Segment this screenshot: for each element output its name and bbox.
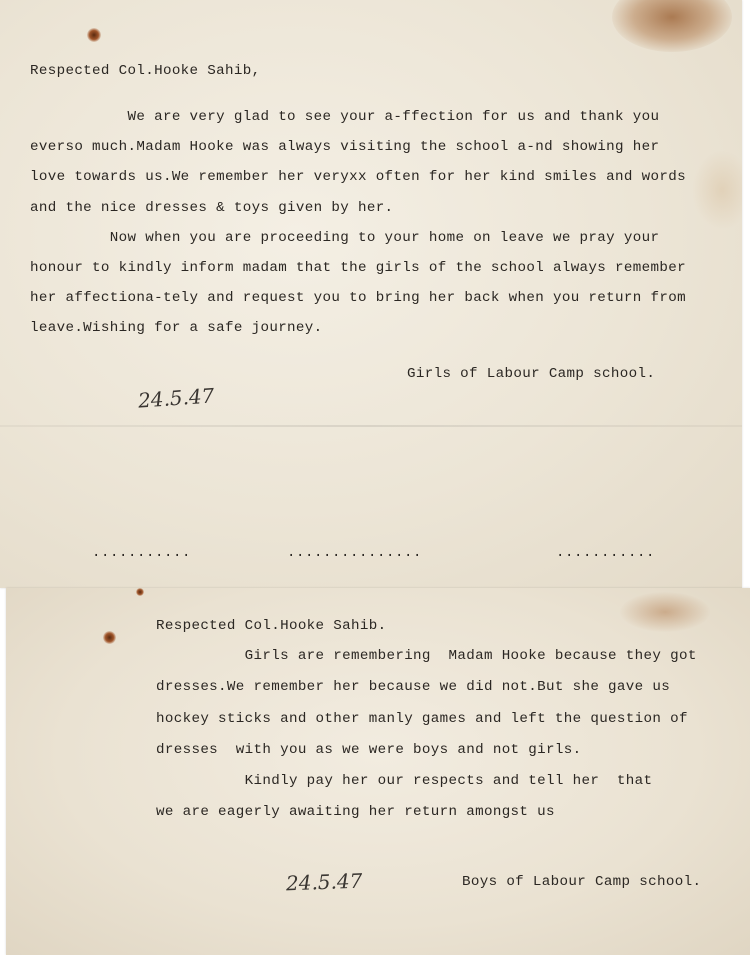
separator-dots: ............... [287,545,423,561]
letter-body: Girls are remembering Madam Hooke because they got dresses.We remember her because we did not.But she gave us hockey sticks and other manly games and left the question of dresses with you as we were boys and not girls. Kindly pay her our respects and tell her that we are eagerly awaiting her return amongst us [156,648,697,821]
rust-stain [612,0,732,52]
separator-dots: ........... [556,545,656,561]
handwritten-date: 24.5.47 [137,383,216,413]
separator-dots: ........... [92,545,192,561]
handwritten-date: 24.5.47 [285,868,363,896]
water-stain [692,150,742,230]
pin-hole [87,28,101,42]
pin-hole [136,588,144,596]
fold-line [0,425,742,427]
letter-sheet-boys [6,588,750,955]
salutation: Respected Col.Hooke Sahib, [30,63,261,79]
signature: Boys of Labour Camp school. [462,874,702,890]
pin-hole [103,631,116,644]
letter-body: We are very glad to see your a-ffection for us and thank you everso much.Madam Hooke was always visiting the school a-nd showing her love towards us.We remember her veryxx often for her kind smiles and words and the nice dresses & toys given by her. Now when you are proceeding to your home on leave we pray your honour to kindly inform madam that the girls of the school always remember her affectiona-tely and request you to bring her back when you return from leave.Wishing for a safe journey. [30,109,686,337]
signature: Girls of Labour Camp school. [407,366,656,382]
rust-stain [620,592,710,632]
salutation: Respected Col.Hooke Sahib. [156,618,387,634]
